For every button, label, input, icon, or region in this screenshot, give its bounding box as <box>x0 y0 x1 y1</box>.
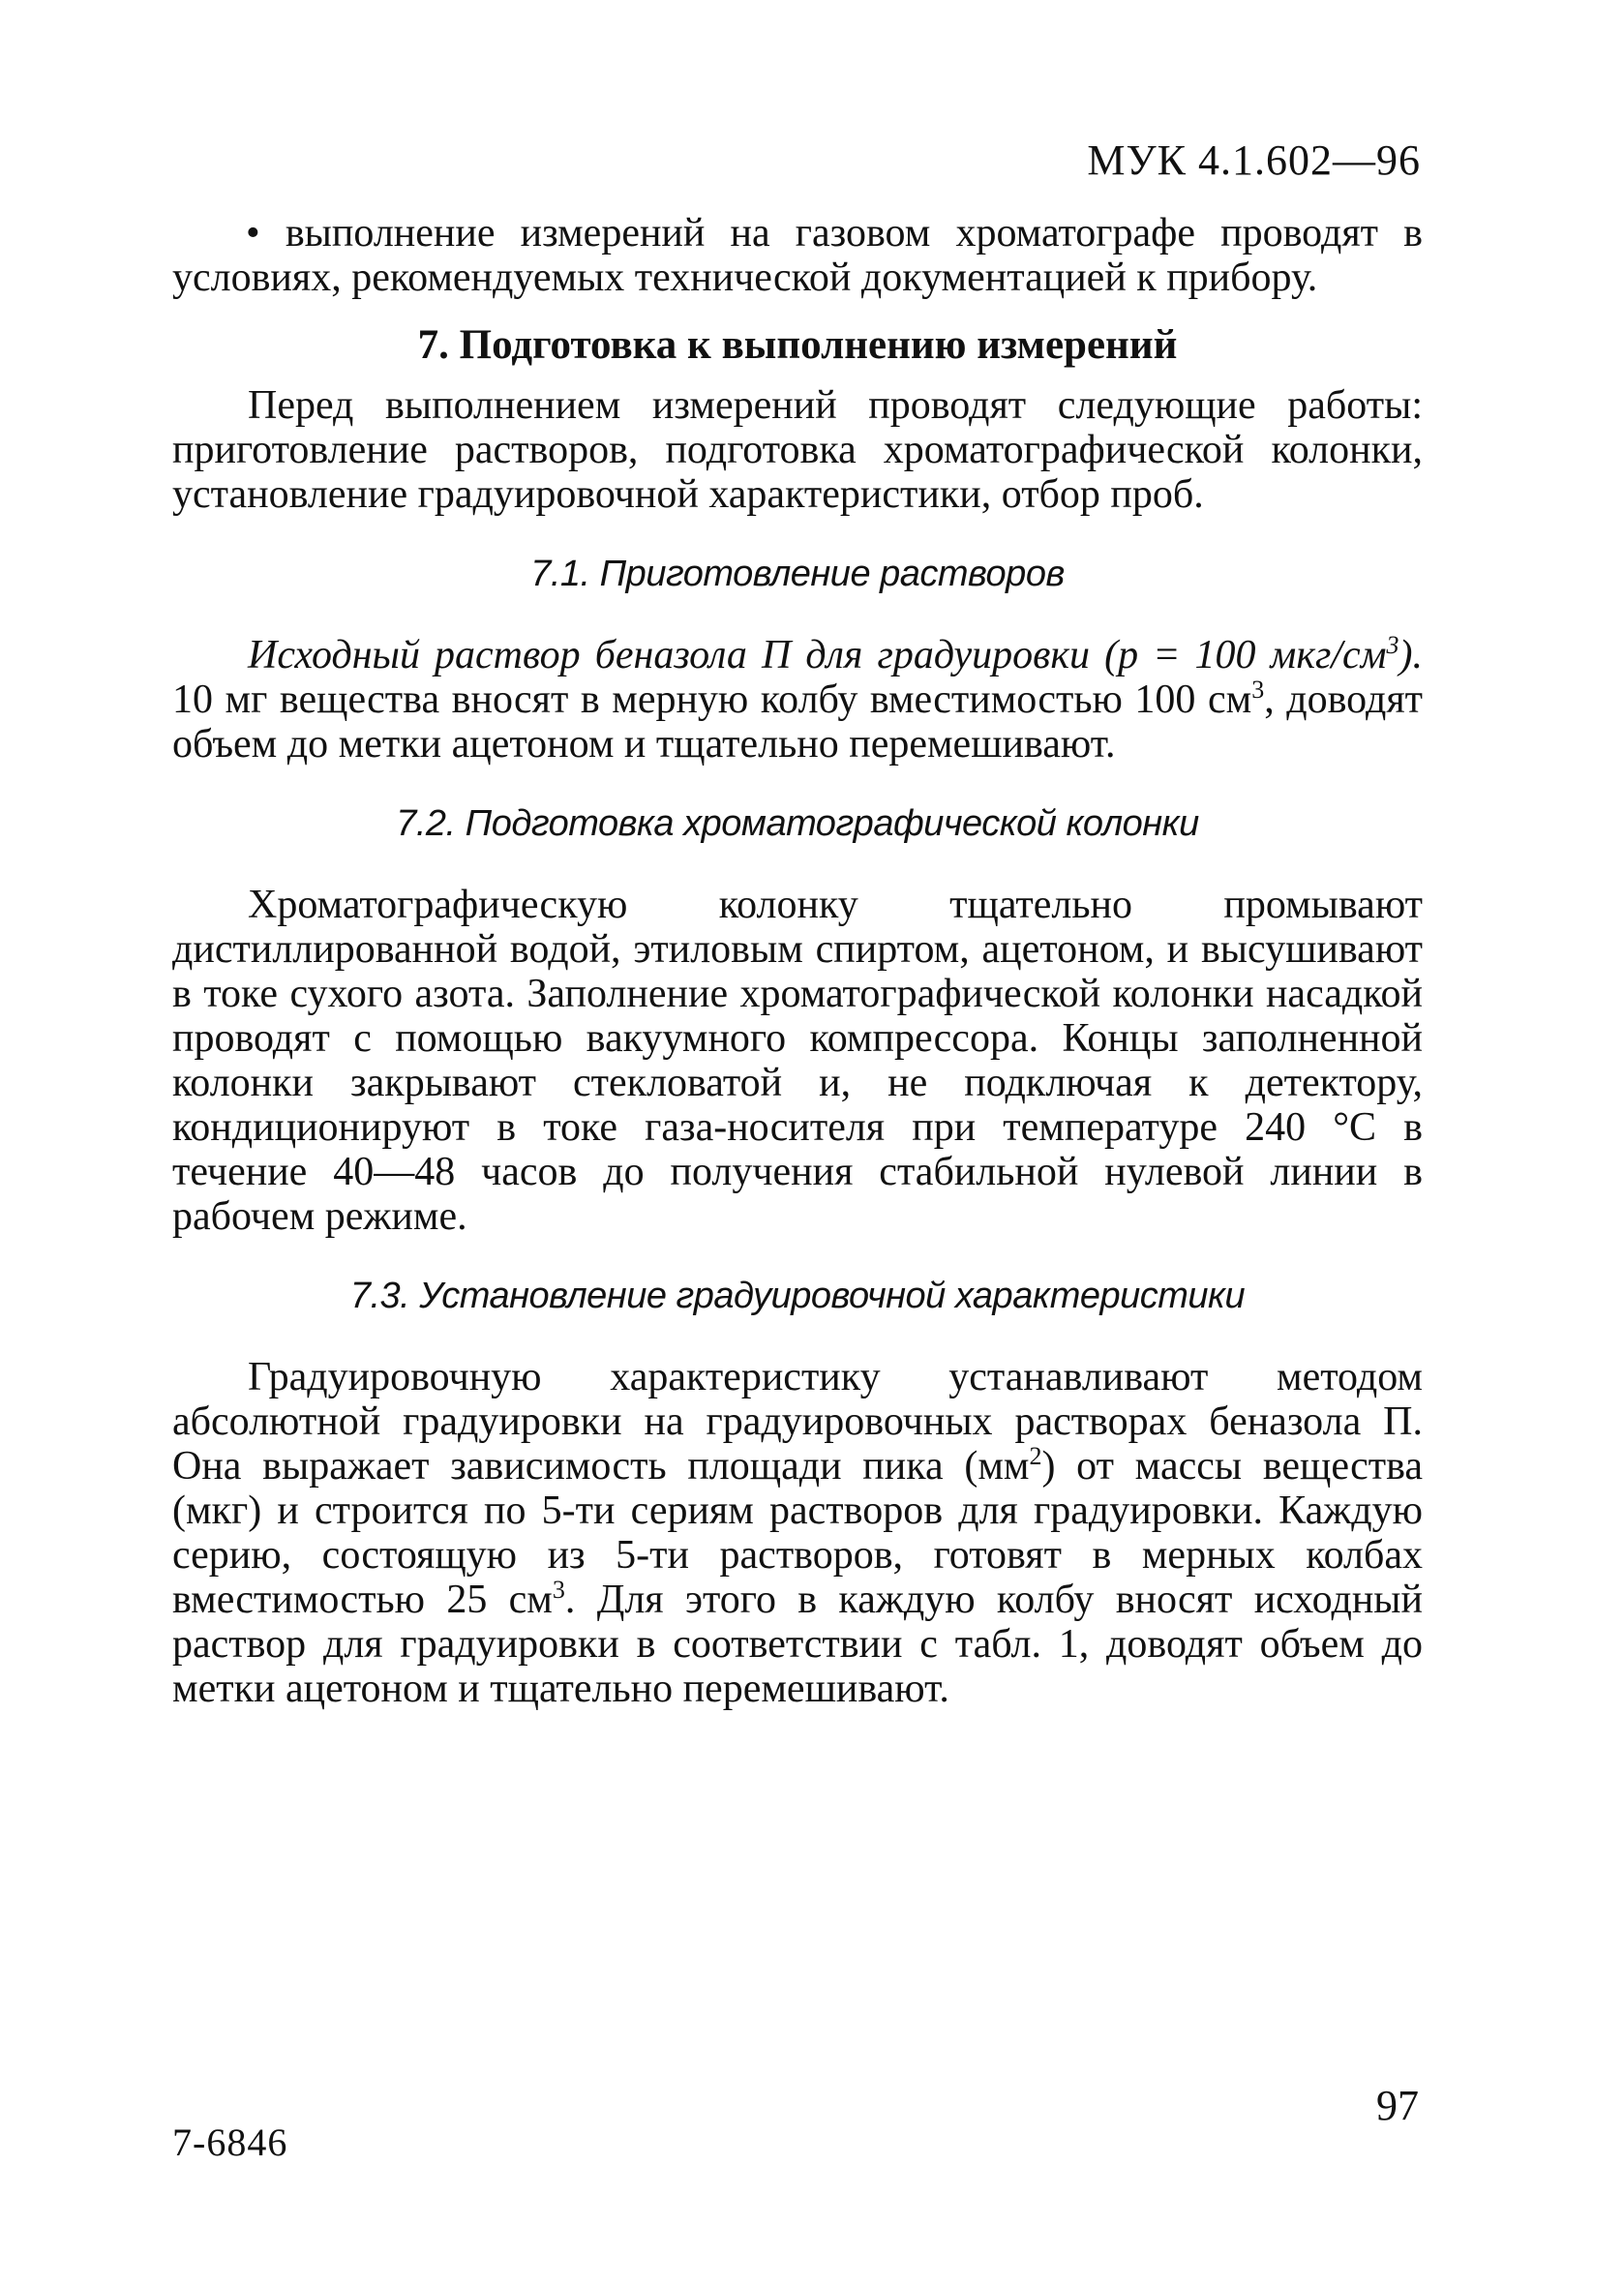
subsection-7-3-text: Градуировочную характеристику устанавливают методом абсолютной градуировки на градуировочных растворах беназола П. Она выражает зависимость площади пика $(мм^2)$ от массы вещества (мкг) и строится по 5-ти сериям растворов для градуировки. Каждую серию, состоящую из 5-ти растворов, готовят в мерных колбах вместимостью 25 $см^3$. Для этого в каждую колбу вносят исходный раствор для градуировки в соответствии с табл. 1, доводят объем до метки ацетоном и тщательно перемешивают. <box>172 1355 1423 1711</box>
subsection-7-3-title: 7.3. Установление градуировочной характеристики <box>349 1276 1246 1316</box>
page-number: 97 <box>1376 2082 1419 2129</box>
stock-solution-lead: Исходный раствор беназола П для градуировки (р = 100 мкг/$см^3$). <box>248 631 1423 677</box>
subsection-7-2-title: 7.2. Подготовка хроматографической колонки <box>396 803 1199 844</box>
running-head-doc-code: МУК 4.1.602—96 <box>1087 136 1421 184</box>
section-7-intro: Перед выполнением измерений проводят следующие работы: приготовление растворов, подготовка хроматографической колонки, установление градуировочной характеристики, отбор проб. <box>172 383 1423 517</box>
subsection-7-2-text: Хроматографическую колонку тщательно промывают дистиллированной водой, этиловым спиртом, ацетоном, и высушивают в токе сухого азота. Заполнение хроматографической колонки насадкой проводят с помощью вакуумного компрессора. Концы заполненной колонки закрывают стекловатой и, не подключая к детектору, кондиционируют в токе газа-носителя при температуре 240 °С в течение 40—48 часов до получения стабильной нулевой линии в рабочем режиме. <box>172 883 1423 1239</box>
subsection-7-1-title: 7.1. Приготовление растворов <box>530 554 1065 594</box>
print-code: 7-6846 <box>172 2121 288 2164</box>
page-content <box>172 211 1423 1711</box>
section-7-title: 7. Подготовка к выполнению измерений <box>417 322 1178 368</box>
bullet-paragraph: • выполнение измерений на газовом хроматографе проводят в условиях, рекомендуемых технической документацией к прибору. <box>172 211 1423 300</box>
subsection-7-1-text: Исходный раствор беназола П для градуировки (р = 100 мкг/$см^3$). 10 мг вещества вносят в мерную колбу вместимостью 100 $см^3$, доводят объем до метки ацетоном и тщательно перемешивают. <box>172 631 1424 767</box>
